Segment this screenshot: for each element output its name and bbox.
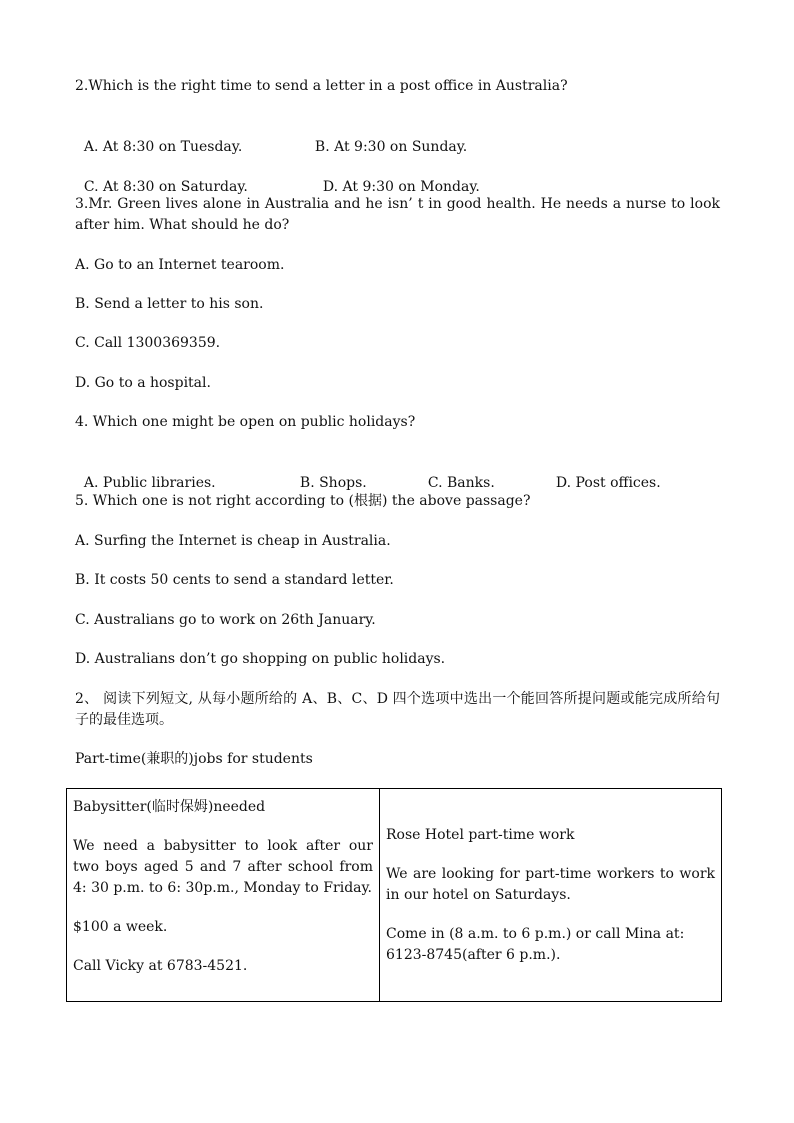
babysitter-ad-body: We need a babysitter to look after our two boys aged 5 and 7 after school from 4: 30 p.m. to 6: 30p.m., Monday to Friday. xyxy=(73,838,373,896)
question-2-stem: 2.Which is the right time to send a letter in a post office in Australia? xyxy=(75,78,568,94)
question-3-option-b: B. Send a letter to his son. xyxy=(75,296,264,312)
question-2-option-b: B. At 9:30 on Sunday. xyxy=(314,139,468,155)
question-3-option-a: A. Go to an Internet tearoom. xyxy=(75,257,285,273)
question-2-option-c: C. At 8:30 on Saturday. xyxy=(83,179,248,195)
question-5-stem: 5. Which one is not right according to (根据) the above passage? xyxy=(75,493,531,509)
question-2-option-d: D. At 9:30 on Monday. xyxy=(322,179,480,195)
section-2-title: Part-time(兼职的)jobs for students xyxy=(75,751,313,767)
question-5-option-c: C. Australians go to work on 26th January. xyxy=(75,612,376,628)
babysitter-ad xyxy=(67,789,380,1002)
question-4-option-d: D. Post offices. xyxy=(555,475,661,491)
rose-hotel-ad xyxy=(380,789,722,1002)
babysitter-ad-contact: Call Vicky at 6783-4521. xyxy=(73,958,248,974)
question-4-option-b: B. Shops. xyxy=(299,475,367,491)
question-4-stem: 4. Which one might be open on public holidays? xyxy=(75,414,416,430)
question-4-options-row xyxy=(75,452,661,494)
question-2-options-row-1 xyxy=(75,116,467,158)
rose-hotel-ad-contact: Come in (8 a.m. to 6 p.m.) or call Mina at: 6123-8745(after 6 p.m.). xyxy=(386,926,685,963)
question-5-option-b: B. It costs 50 cents to send a standard letter. xyxy=(75,572,394,588)
job-ads-table xyxy=(66,788,722,1002)
question-3-stem: 3.Mr. Green lives alone in Australia and he isn’ t in good health. He needs a nurse to look after him. What should he do? xyxy=(75,196,720,233)
question-4-option-c: C. Banks. xyxy=(427,475,495,491)
question-5-option-a: A. Surfing the Internet is cheap in Australia. xyxy=(75,533,391,549)
question-3-option-c: C. Call 1300369359. xyxy=(75,335,221,351)
section-2-instruction: 2、 阅读下列短文, 从每小题所给的 A、B、C、D 四个选项中选出一个能回答所提问题或能完成所给句子的最佳选项。 xyxy=(75,691,720,728)
question-2-option-a: A. At 8:30 on Tuesday. xyxy=(83,139,243,155)
rose-hotel-ad-heading: Rose Hotel part-time work xyxy=(386,827,575,843)
babysitter-ad-pay: $100 a week. xyxy=(73,919,168,935)
question-5-option-d: D. Australians don’t go shopping on public holidays. xyxy=(75,651,446,667)
question-2-options-row-2 xyxy=(75,156,480,198)
question-4-option-a: A. Public libraries. xyxy=(83,475,216,491)
babysitter-ad-heading: Babysitter(临时保姆)needed xyxy=(73,799,266,815)
question-3-option-d: D. Go to a hospital. xyxy=(75,375,211,391)
rose-hotel-ad-body: We are looking for part-time workers to work in our hotel on Saturdays. xyxy=(386,866,715,903)
